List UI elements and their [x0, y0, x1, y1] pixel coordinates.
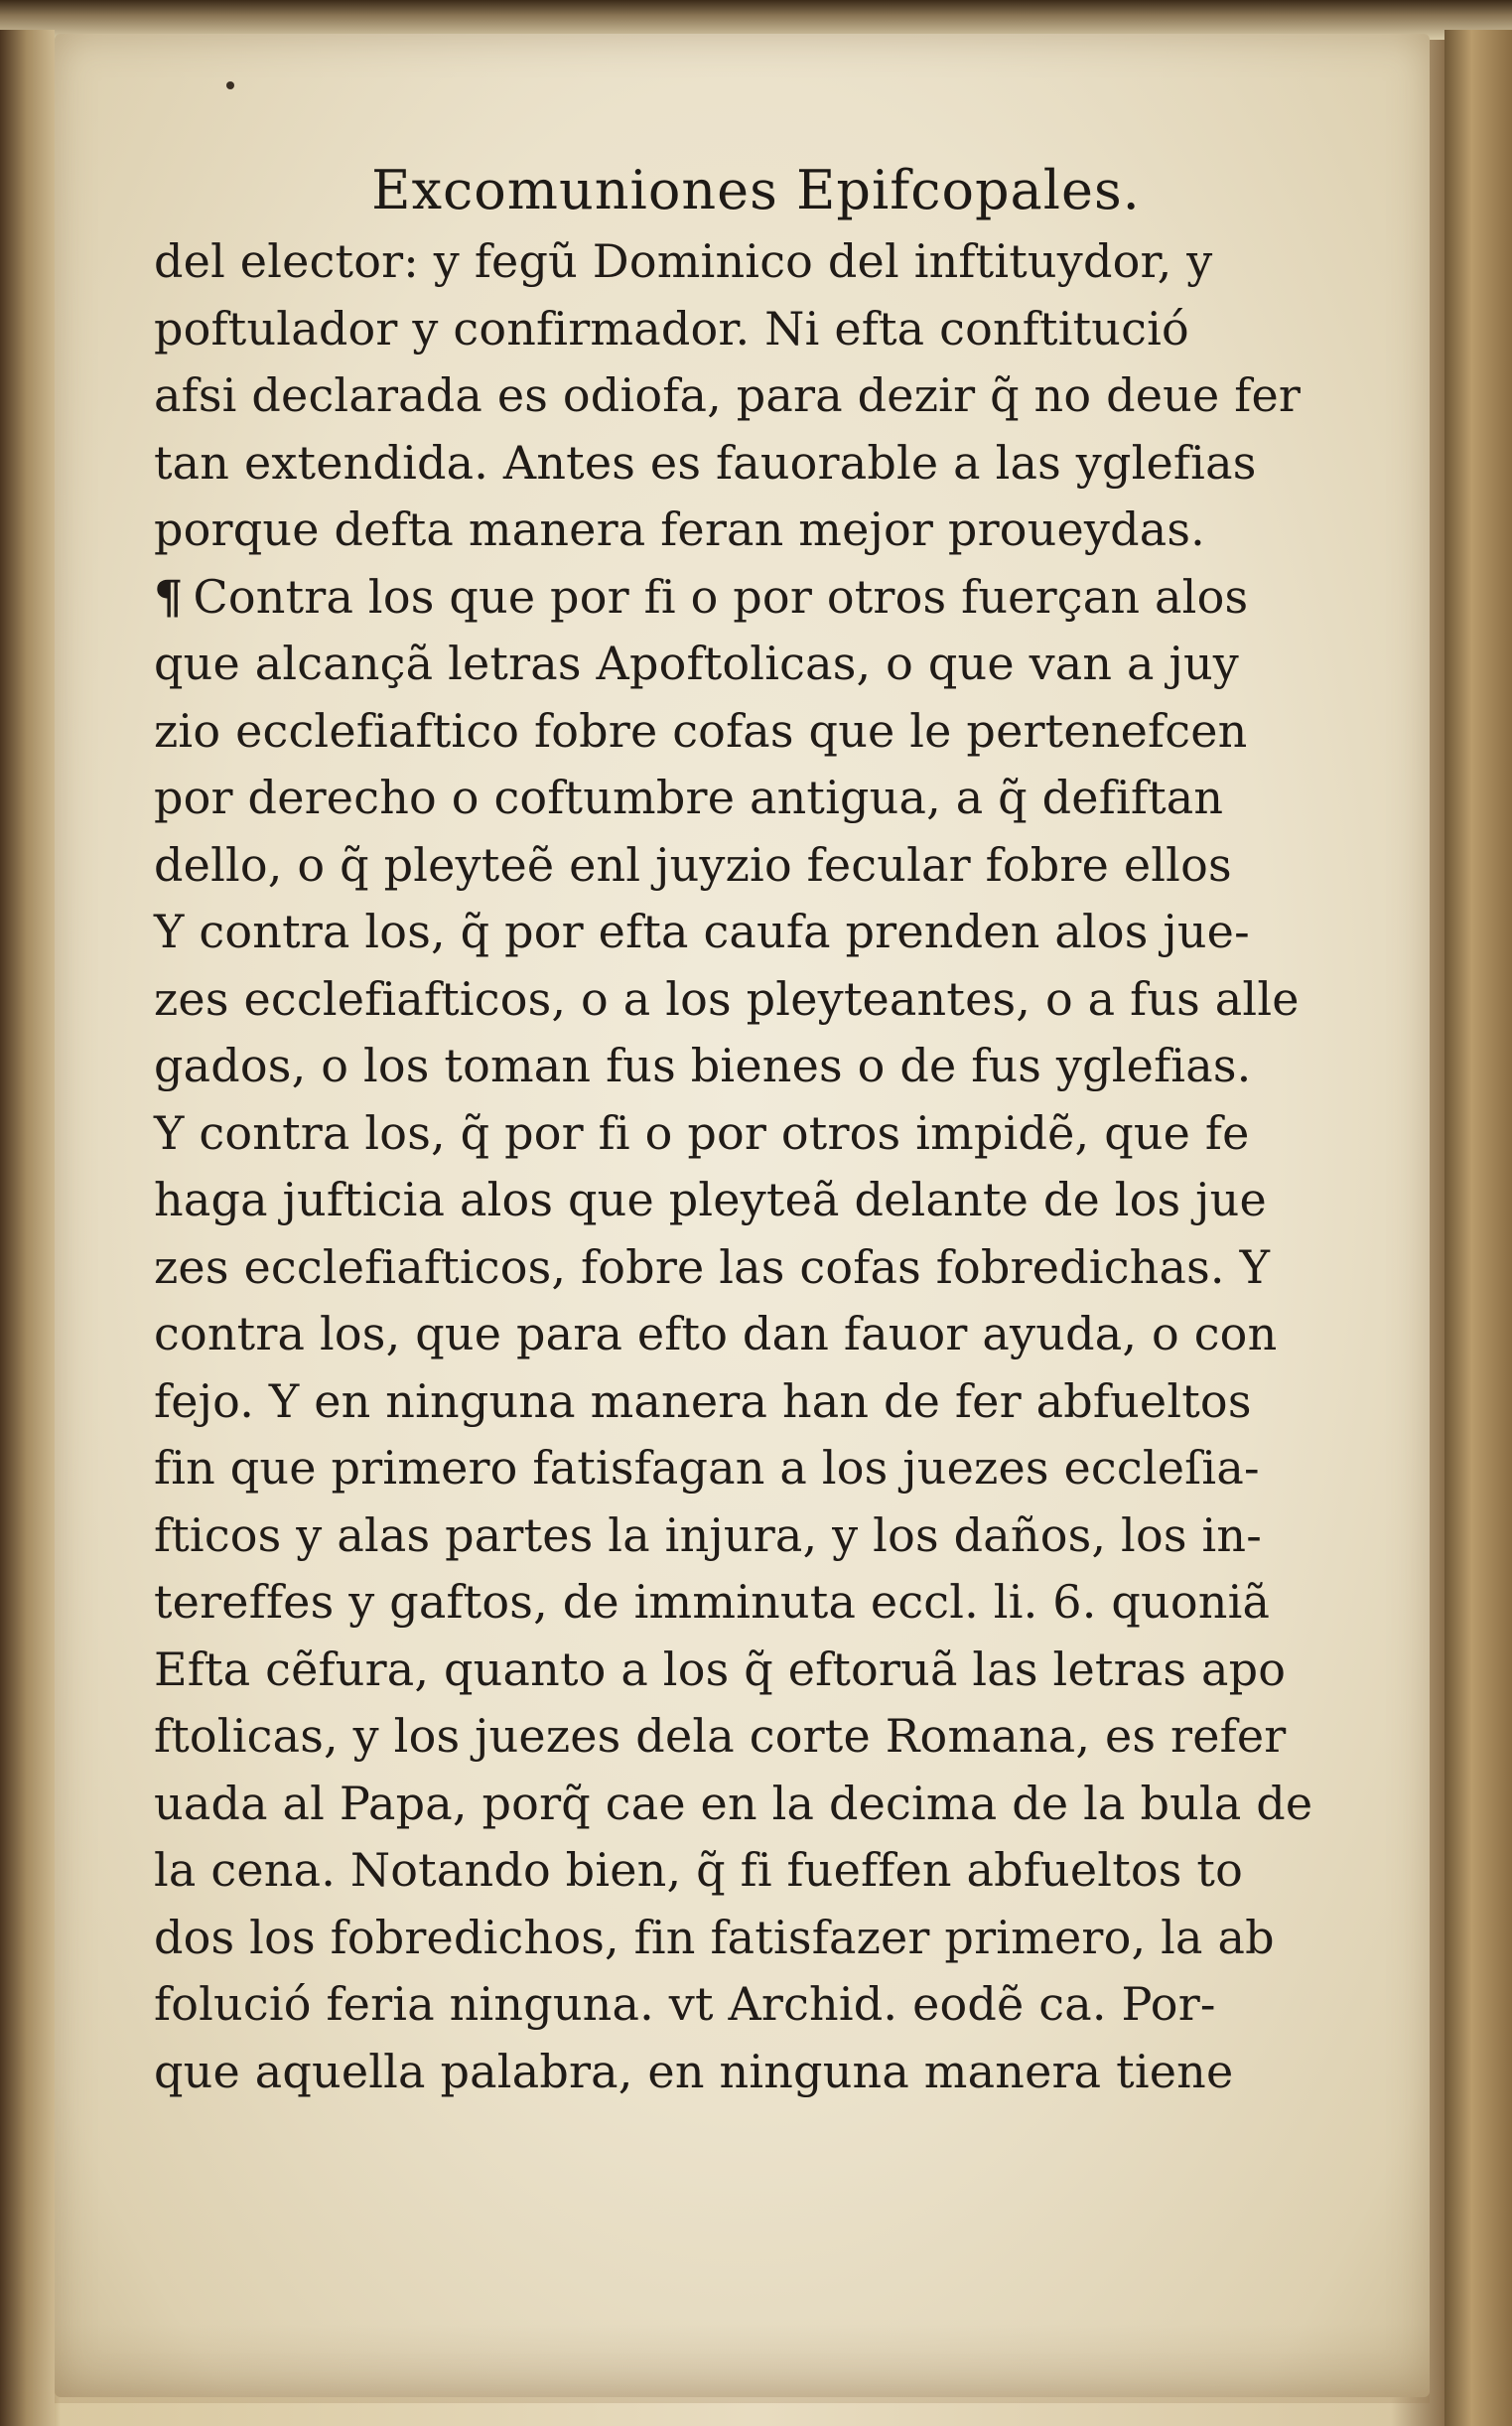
text-line: que alcançã letras Apoftolicas, o que van a juy: [154, 637, 1239, 690]
text-line-paragraph-start: [154, 564, 1296, 632]
text-line: Y contra los, q̃ por fi o por otros impidẽ, que fe: [154, 1105, 1250, 1160]
text-line: folució feria ninguna. vt Archid. eodẽ ca. Por-: [154, 1977, 1216, 2031]
left-page-edges: [0, 30, 55, 2426]
text-line: haga jufticia alos que pleyteã delante de los jue: [154, 1173, 1267, 1226]
text-line: Y contra los, q̃ por efta caufa prenden alos jue-: [154, 905, 1250, 958]
running-header: Excomuniones Epifcopales.: [371, 159, 1141, 221]
text-line: fejo. Y en ninguna manera han de fer abfueltos: [154, 1373, 1252, 1428]
text-line: uada al Papa, porq̃ cae en la decima de la bula de: [154, 1776, 1313, 1830]
text-line: gados, o los toman fus bienes o de fus yglefias.: [154, 1039, 1252, 1092]
text-line: poftulador y confirmador. Ni efta conftitució: [154, 301, 1189, 356]
right-page-edge: [1444, 30, 1512, 2426]
page-bottom-shade: [55, 2324, 1430, 2403]
text-line: ftolicas, y los juezes dela corte Romana, es refer: [154, 1709, 1287, 1763]
text-line: porque defta manera feran mejor proueydas.: [154, 502, 1205, 556]
text-line: zio ecclefiaftico fobre cofas que le pertenefcen: [154, 703, 1248, 758]
text-line: dos los fobredichos, fin fatisfazer primero, la ab: [154, 1910, 1275, 1964]
text-line: la cena. Notando bien, q̃ fi fueffen abfueltos to: [154, 1843, 1244, 1897]
text-line: afsi declarada es odiofa, para dezir q̃ no deue fer: [154, 368, 1302, 422]
text-line: que aquella palabra, en ninguna manera tiene: [154, 2044, 1234, 2098]
text-line: dello, o q̃ pleyteẽ enl juyzio fecular fobre ellos: [154, 837, 1232, 892]
text-line: zes ecclefiafticos, fobre las cofas fobredichas. Y: [154, 1239, 1271, 1294]
text-line: contra los, que para efto dan fauor ayuda, o con: [154, 1307, 1278, 1360]
text-line: tan extendida. Antes es fauorable a las yglefias: [154, 435, 1257, 490]
ink-dot: [226, 81, 234, 89]
text-line: fticos y alas partes la injura, y los daños, los in-: [154, 1507, 1262, 1562]
text-line: zes ecclefiafticos, o a los pleyteantes, o a fus alle: [154, 971, 1300, 1026]
text-line: Efta cẽfura, quanto a los q̃ eftoruã las letras apo: [154, 1641, 1287, 1696]
text-line-content: Contra los que por fi o por otros fuerçan alos: [193, 569, 1249, 624]
text-line: por derecho o coftumbre antigua, a q̃ defiftan: [154, 771, 1224, 824]
pilcrow-icon: ¶: [154, 569, 184, 624]
text-line: tereffes y gaftos, de imminuta eccl. li. 6. quoniã: [154, 1575, 1271, 1629]
text-line: fin que primero fatisfagan a los juezes eccleſia-: [154, 1441, 1260, 1495]
text-line: del elector: y fegũ Dominico del inftituydor, y: [154, 234, 1213, 288]
body-text: [154, 228, 1313, 2105]
